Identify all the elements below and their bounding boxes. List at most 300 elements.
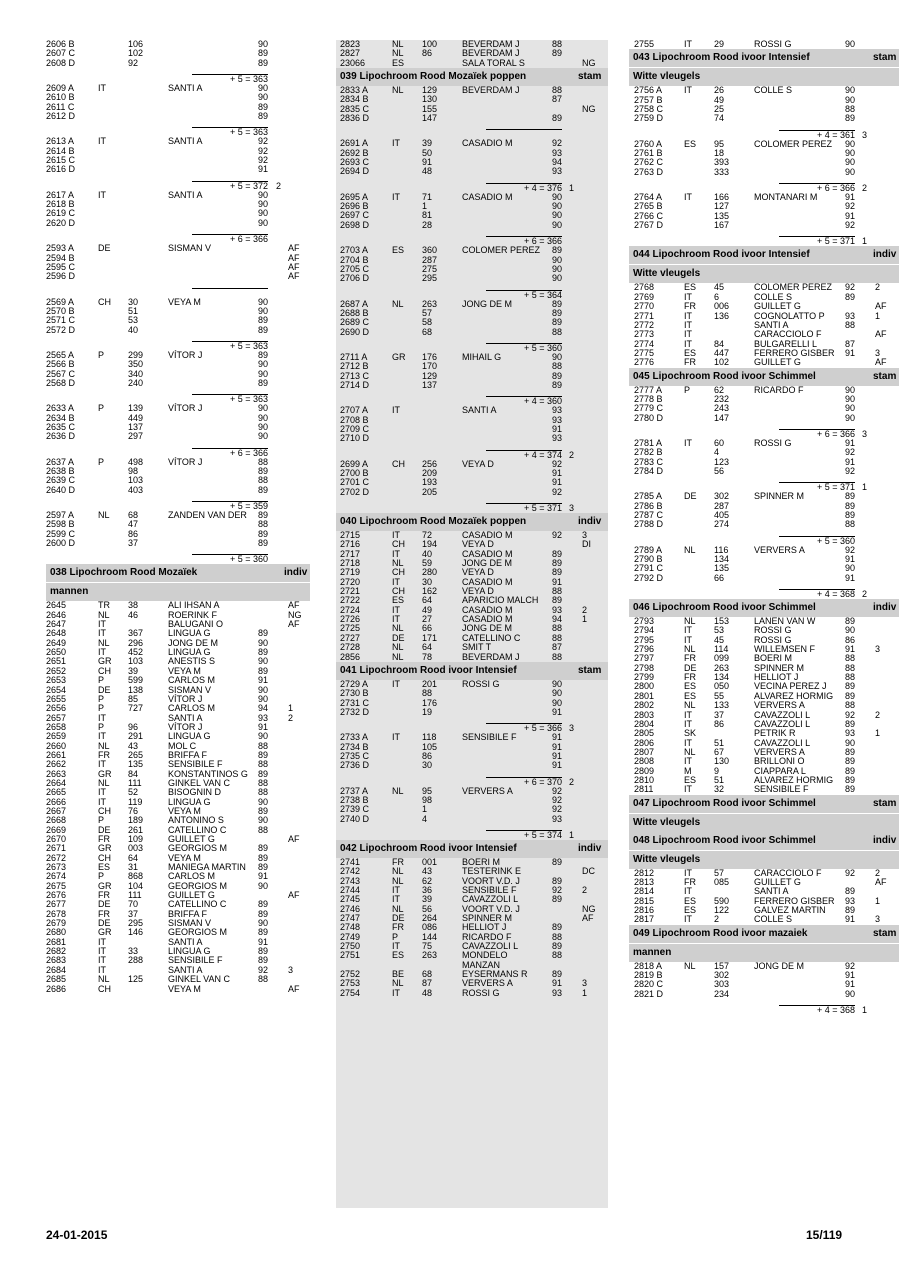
member-number: 103	[128, 475, 144, 486]
points: 89	[552, 113, 563, 124]
ring-number: 2757 B	[634, 94, 663, 105]
placement: DC	[582, 866, 595, 877]
group-total	[629, 589, 899, 599]
result-row	[629, 511, 899, 520]
result-row	[46, 414, 310, 423]
points: 90	[258, 815, 269, 826]
subheader-text: mannen	[50, 586, 89, 598]
placement: AF	[875, 876, 887, 887]
points: 90	[258, 403, 269, 414]
points: 90	[845, 384, 856, 395]
total-placement: 3	[862, 428, 868, 439]
member-number: 452	[128, 647, 144, 658]
points: 94	[552, 157, 563, 168]
country-code: IT	[684, 914, 692, 925]
member-number: 45	[714, 282, 725, 293]
breeder-name: COLOMER PEREZ	[462, 245, 541, 256]
ring-number: 2765 B	[634, 201, 663, 212]
member-number: 30	[422, 576, 433, 587]
member-number: 099	[714, 653, 730, 664]
points: 90	[552, 191, 563, 202]
result-row	[46, 423, 310, 432]
points: 90	[258, 796, 269, 807]
ring-number: 2805	[634, 728, 655, 739]
placement: AF	[288, 243, 300, 254]
class-title: 045 Lipochroom Rood ivoor Schimmel	[633, 370, 816, 382]
member-number: 103	[128, 656, 144, 667]
points: 89	[845, 756, 856, 767]
ring-number: 2791 C	[634, 563, 664, 574]
country-code: NL	[392, 39, 404, 49]
ring-number: 2856	[340, 651, 361, 662]
breeder-name: SPINNER M	[754, 662, 805, 673]
result-row	[46, 360, 310, 369]
breeder-name: FERRERO GISBER	[754, 347, 835, 358]
placement: 1	[875, 895, 881, 906]
points: 89	[845, 690, 856, 701]
ring-number: 2747	[340, 913, 361, 924]
country-code: IT	[392, 894, 400, 905]
result-row	[629, 358, 899, 367]
member-number: 130	[714, 756, 730, 767]
ring-number: 2612 D	[46, 111, 76, 122]
points: 92	[845, 220, 856, 231]
member-number: 53	[128, 315, 139, 326]
points: 91	[258, 164, 269, 175]
ring-number: 2656	[46, 703, 67, 714]
breeder-name: CARLOS M	[168, 703, 216, 714]
breeder-name: VEYA D	[462, 539, 494, 550]
breeder-name: KONSTANTINOS G	[168, 768, 248, 779]
points: 89	[258, 111, 269, 122]
result-row	[629, 149, 899, 158]
country-code: IT	[684, 756, 692, 767]
ring-number: 2735 C	[340, 750, 370, 761]
points: 90	[258, 918, 269, 929]
total-value: + 5 = 363	[229, 394, 268, 405]
member-number: 367	[128, 628, 144, 639]
points: 90	[258, 199, 269, 210]
country-code: IT	[98, 787, 106, 798]
ring-number: 2752	[340, 969, 361, 980]
ring-number: 2763 D	[634, 166, 664, 177]
points: 91	[552, 706, 563, 717]
breeder-name: ALI IHSAN A	[168, 600, 220, 611]
ring-number: 2748	[340, 922, 361, 933]
member-number: 38	[128, 600, 139, 611]
total-value: + 6 = 366	[229, 234, 268, 245]
member-number: 127	[714, 201, 730, 212]
points: 89	[258, 377, 269, 388]
member-number: 68	[128, 510, 139, 521]
country-code: IT	[684, 291, 692, 302]
country-code: ES	[684, 895, 697, 906]
country-code: P	[98, 349, 105, 360]
member-number: 50	[422, 147, 433, 158]
result-row	[46, 476, 310, 485]
breeder-name: LANEN VAN W	[754, 616, 816, 627]
member-number: 590	[714, 895, 730, 906]
member-number: 48	[422, 166, 433, 177]
member-number: 116	[714, 544, 729, 555]
member-number: 122	[714, 904, 730, 915]
placement: NG	[288, 609, 302, 620]
points: 89	[258, 852, 269, 863]
points: 90	[258, 637, 269, 648]
breeder-name: VEYA M	[168, 983, 201, 994]
member-number: 189	[128, 815, 144, 826]
points: 88	[845, 672, 856, 683]
member-number: 106	[128, 39, 144, 49]
breeder-name: PETRIK R	[754, 728, 796, 739]
points: 92	[845, 544, 856, 555]
points: 89	[845, 291, 856, 302]
result-row	[46, 486, 310, 495]
points: 93	[552, 604, 563, 615]
result-row	[336, 381, 608, 390]
breeder-name: VÍTOR J	[168, 721, 203, 732]
result-row	[46, 326, 310, 335]
subheader-text: Witte vleugels	[633, 268, 701, 280]
result-row	[336, 309, 608, 318]
breeder-name: MONTANARI M	[754, 192, 818, 203]
points: 90	[845, 412, 856, 423]
breeder-name: SALA TORAL S	[462, 57, 525, 68]
member-number: 234	[714, 988, 730, 999]
ring-number: 2777 A	[634, 384, 663, 395]
result-row	[336, 95, 608, 104]
ring-number: 2692 B	[340, 147, 369, 158]
points: 90	[845, 85, 856, 96]
ring-number: 2820 C	[634, 979, 664, 990]
ring-number: 2795	[634, 634, 655, 645]
points: 90	[258, 412, 269, 423]
breeder-name: CASADIO M	[462, 604, 513, 615]
points: 88	[845, 662, 856, 673]
breeder-name: ANTONINO S	[168, 815, 224, 826]
member-number: 138	[128, 684, 144, 695]
member-number: 287	[422, 254, 438, 265]
ring-number: 2690 D	[340, 326, 370, 337]
result-row	[629, 202, 899, 211]
placement: 3	[875, 644, 881, 655]
points: 92	[845, 465, 856, 476]
results-column-1	[46, 40, 310, 994]
result-row	[336, 416, 608, 425]
member-number: 265	[128, 749, 144, 760]
member-number: 86	[128, 528, 139, 539]
breeder-name: CASADIO M	[462, 191, 513, 202]
class-title: 049 Lipochroom Rood ivoor mazaiek	[633, 927, 808, 939]
member-number: 88	[422, 688, 433, 699]
placement: 3	[582, 978, 588, 989]
ring-number: 2717	[340, 548, 361, 559]
points: 93	[845, 310, 856, 321]
points: 89	[258, 315, 269, 326]
country-code: NL	[684, 700, 696, 711]
breeder-name: ALVAREZ HORMIG	[754, 774, 834, 785]
result-row	[46, 112, 310, 121]
country-code: CH	[392, 586, 405, 597]
points: 89	[845, 510, 856, 520]
result-row	[46, 351, 310, 360]
points: 93	[258, 712, 269, 723]
ring-number: 2707 A	[340, 405, 369, 416]
country-code: P	[98, 675, 105, 686]
member-number: 240	[128, 377, 144, 388]
ring-number: 2712 B	[340, 361, 369, 372]
class-header	[336, 662, 608, 680]
member-number: 29	[714, 39, 725, 49]
ring-number: 2571 C	[46, 315, 76, 326]
member-number: 43	[422, 866, 433, 877]
total-value: + 4 = 368	[816, 1005, 855, 1016]
breeder-name: GUILLET G	[754, 301, 801, 312]
points: 90	[258, 217, 269, 228]
breeder-name: CARLOS M	[168, 871, 216, 882]
results-column-3	[629, 40, 899, 1015]
ring-number: 2679	[46, 918, 67, 929]
ring-number: 2566 B	[46, 359, 75, 370]
points: 89	[258, 466, 269, 476]
ring-number: 2682	[46, 946, 67, 957]
points: 92	[845, 282, 856, 293]
ring-number: 2689 C	[340, 317, 370, 328]
breeder-name: GEORGIOS M	[168, 843, 228, 854]
ring-number: 2727	[340, 632, 361, 643]
member-number: 47	[128, 519, 139, 530]
points: 92	[552, 486, 563, 497]
ring-number: 2766 C	[634, 210, 664, 221]
ring-number: 2649	[46, 637, 67, 648]
breeder-name: GUILLET G	[168, 834, 215, 844]
points: 91	[552, 750, 563, 761]
ring-number: 2675	[46, 880, 67, 891]
member-number: 263	[422, 950, 438, 961]
member-number: 1	[422, 804, 428, 815]
result-row	[46, 511, 310, 520]
class-type: indiv	[873, 834, 897, 846]
member-number: 275	[422, 263, 438, 274]
points: 87	[552, 642, 563, 653]
breeder-name: SISMAN V	[168, 684, 212, 695]
member-number: 006	[714, 301, 730, 312]
result-row	[336, 815, 608, 824]
breeder-name: GUILLET G	[754, 357, 801, 368]
class-header	[336, 68, 608, 86]
country-code: ES	[392, 950, 405, 961]
result-row	[336, 434, 608, 443]
result-row	[46, 103, 310, 112]
country-code: DE	[98, 684, 111, 695]
ring-number: 2774	[634, 338, 655, 349]
ring-number: 2756 A	[634, 85, 663, 96]
country-code: P	[98, 456, 105, 467]
points: 94	[552, 614, 563, 625]
breeder-name: GALVEZ MARTIN	[754, 904, 826, 915]
breeder-name: ROSSI G	[754, 39, 792, 49]
breeder-name: JONG DE M	[754, 960, 805, 971]
breeder-name: JONG DE M	[462, 623, 513, 634]
result-row	[336, 221, 608, 230]
total-placement: 3	[569, 723, 575, 734]
country-code: GR	[98, 843, 112, 854]
ring-number: 2821 D	[634, 988, 664, 999]
total-placement: 3	[569, 503, 575, 514]
breeder-name: ROSSI G	[462, 987, 500, 998]
breeder-name: WILLEMSEN F	[754, 644, 816, 655]
points: 89	[552, 875, 563, 886]
breeder-name: VEYA D	[462, 586, 494, 597]
member-number: 135	[128, 759, 144, 770]
breeder-name: CASADIO M	[462, 530, 513, 541]
member-number: 46	[128, 609, 139, 620]
points: 92	[845, 447, 856, 458]
ring-number: 2786 B	[634, 500, 663, 511]
ring-number: 2653	[46, 675, 67, 686]
subheader-text: Witte vleugels	[633, 71, 701, 83]
ring-number: 2737 A	[340, 785, 369, 796]
result-row	[336, 689, 608, 698]
member-number: 31	[128, 862, 139, 873]
result-row	[336, 300, 608, 309]
breeder-name: VOORT V.D. J	[462, 903, 520, 914]
ring-number: 2608 D	[46, 57, 76, 68]
country-code: IT	[684, 85, 692, 96]
result-row	[629, 448, 899, 457]
breeder-name: SENSIBILE F	[168, 759, 223, 770]
result-row	[46, 379, 310, 388]
breeder-name: LINGUA G	[168, 731, 211, 742]
ring-number: 2661	[46, 749, 67, 760]
ring-number: 2785 A	[634, 491, 663, 502]
placement: AF	[288, 261, 300, 272]
points: 90	[258, 693, 269, 704]
member-number: 263	[714, 662, 730, 673]
result-row	[336, 761, 608, 770]
class-header	[629, 832, 899, 850]
breeder-name: CASADIO M	[462, 614, 513, 625]
result-row	[46, 307, 310, 316]
points: 92	[552, 458, 563, 469]
member-number: 84	[128, 768, 139, 779]
result-row	[336, 167, 608, 176]
ring-number: 2572 D	[46, 324, 76, 335]
ring-number: 2760 A	[634, 138, 663, 149]
country-code: IT	[392, 614, 400, 625]
result-row	[629, 785, 899, 794]
breeder-name: VÍTOR J	[168, 693, 203, 704]
member-number: 4	[714, 447, 720, 458]
result-row	[336, 202, 608, 211]
member-number: 209	[422, 468, 438, 478]
points: 89	[845, 500, 856, 511]
ring-number: 2802	[634, 700, 655, 711]
country-code: DE	[392, 632, 405, 643]
member-number: 498	[128, 456, 144, 467]
ring-number: 2764 A	[634, 192, 663, 203]
placement: AF	[288, 271, 300, 282]
placement: AF	[288, 619, 300, 630]
result-row	[336, 158, 608, 167]
result-row	[46, 40, 310, 49]
breeder-name: VÍTOR J	[168, 403, 203, 414]
ring-number: 2677	[46, 899, 67, 910]
result-row	[336, 478, 608, 487]
country-code: IT	[98, 964, 106, 975]
class-title: 041 Lipochroom Rood ivoor Intensief	[340, 664, 517, 676]
member-number: 447	[714, 347, 730, 358]
points: 88	[845, 519, 856, 530]
breeder-name: BEVERDAM J	[462, 39, 520, 49]
breeder-name: LINGUA G	[168, 796, 211, 807]
result-row	[629, 458, 899, 467]
breeder-name: VEYA M	[168, 852, 201, 863]
country-code: IT	[684, 737, 692, 748]
member-number: 6	[714, 291, 720, 302]
points: 90	[552, 254, 563, 265]
breeder-name: RICARDO F	[754, 384, 804, 395]
class-header	[629, 795, 899, 813]
class-subheader	[629, 264, 899, 283]
result-row	[629, 990, 899, 999]
result-row	[46, 432, 310, 441]
member-number: 40	[422, 548, 433, 559]
country-code: ES	[684, 904, 697, 915]
points: 91	[845, 572, 856, 583]
total-placement: 3	[862, 129, 868, 140]
ring-number: 2611 C	[46, 101, 75, 112]
points: 90	[552, 273, 563, 284]
ring-number: 2770	[634, 301, 655, 312]
ring-number: 2788 D	[634, 519, 664, 530]
country-code: FR	[98, 749, 110, 760]
total-value: + 6 = 366	[816, 183, 855, 194]
points: 90	[845, 625, 856, 636]
country-code: CH	[392, 539, 405, 550]
breeder-name: HELLIOT J	[754, 672, 799, 683]
member-number: 57	[714, 867, 725, 878]
placement: 2	[288, 712, 294, 723]
points: 89	[845, 765, 856, 776]
points: 93	[552, 147, 563, 158]
ring-number: 2772	[634, 319, 655, 330]
country-code: FR	[392, 856, 404, 867]
result-row	[629, 915, 899, 924]
points: 88	[552, 85, 563, 96]
total-value: + 6 = 366	[229, 447, 268, 458]
ring-number: 2759 D	[634, 113, 664, 124]
result-row	[629, 439, 899, 448]
country-code: SK	[684, 728, 697, 739]
points: 90	[258, 359, 269, 370]
points: 88	[552, 39, 563, 49]
breeder-name: CAVAZZOLI L	[754, 737, 811, 748]
result-row	[46, 520, 310, 529]
ring-number: 2696 B	[340, 201, 369, 212]
ring-number: 2780 D	[634, 412, 664, 423]
result-row	[336, 139, 608, 148]
result-row	[629, 168, 899, 177]
country-code: DE	[98, 899, 111, 910]
result-row	[336, 796, 608, 805]
breeder-name: SANTI A	[168, 964, 203, 975]
class-type: indiv	[873, 249, 897, 261]
result-row	[336, 743, 608, 752]
points: 89	[258, 805, 269, 816]
total-placement: 2	[569, 776, 575, 787]
total-value: + 5 = 360	[523, 342, 562, 353]
